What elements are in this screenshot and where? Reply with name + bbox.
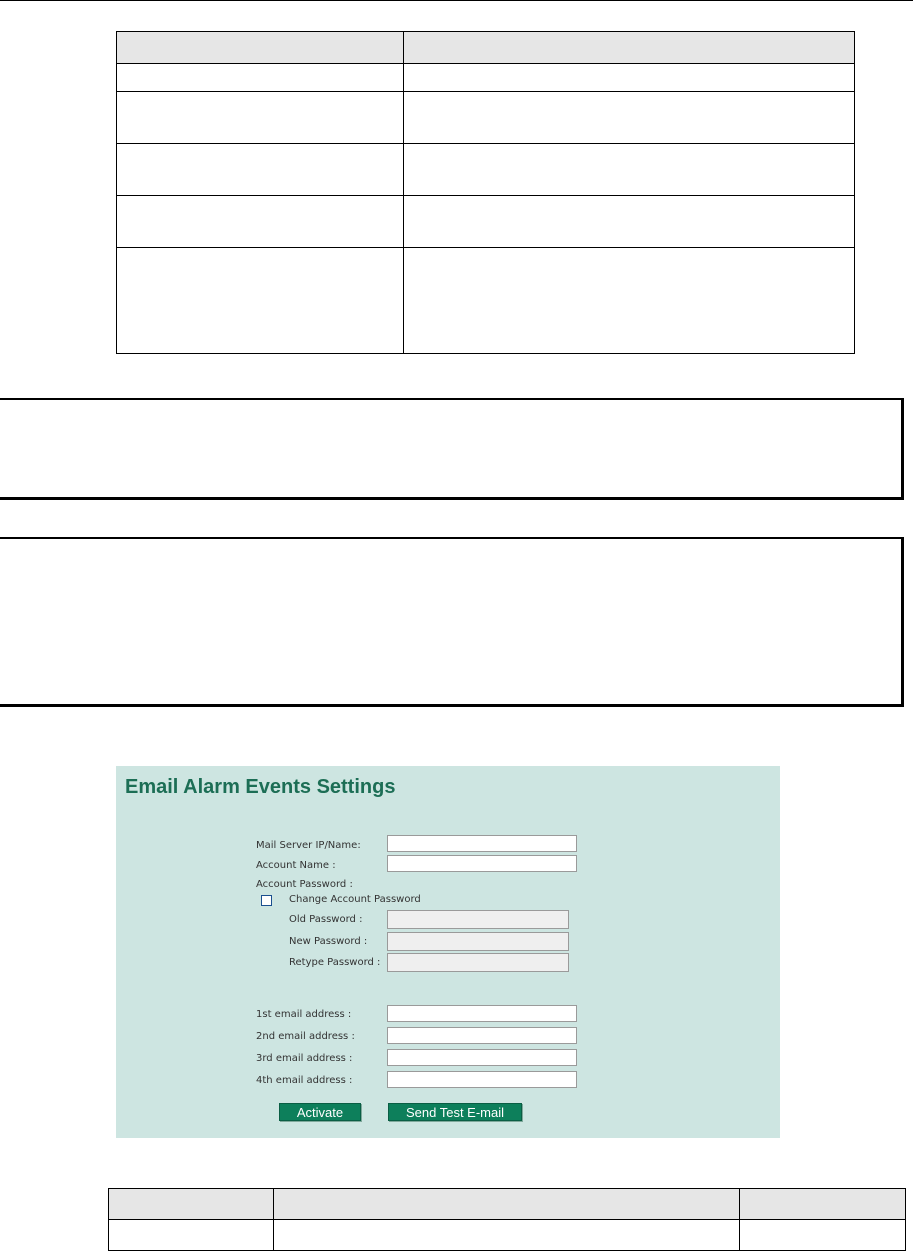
mail-server-label: Mail Server IP/Name: [256,840,361,851]
email-1-label: 1st email address : [256,1009,352,1020]
old-password-label: Old Password : [289,914,363,925]
activate-button[interactable]: Activate [279,1103,361,1121]
change-password-label: Change Account Password [289,894,421,905]
email-alarm-settings-panel [116,766,780,1138]
table-row [117,144,855,196]
table-cell [404,64,855,92]
email-2-label: 2nd email address : [256,1031,355,1042]
table-cell [117,196,404,248]
table-row [117,64,855,92]
retype-password-input[interactable] [387,953,569,972]
table-cell [274,1220,740,1251]
retype-password-label: Retype Password : [289,957,381,968]
table-cell [117,92,404,144]
send-test-email-button[interactable]: Send Test E-mail [388,1103,522,1121]
email-3-input[interactable] [387,1049,577,1066]
table-row [117,248,855,354]
table-header-cell [117,32,404,64]
page-top-rule [0,0,913,1]
table-header-cell [109,1189,274,1220]
table-header-cell [404,32,855,64]
new-password-label: New Password : [289,936,368,947]
table-header-cell [274,1189,740,1220]
email-4-label: 4th email address : [256,1075,353,1086]
attention-box [0,537,904,707]
change-password-checkbox[interactable] [261,895,272,906]
settings-table [116,31,855,354]
table-cell [117,64,404,92]
email-4-input[interactable] [387,1071,577,1088]
settings-description-table [108,1188,906,1251]
table-cell [404,92,855,144]
table-cell [404,196,855,248]
account-name-input[interactable] [387,855,577,872]
table-header-cell [740,1189,906,1220]
new-password-input[interactable] [387,932,569,951]
note-box [0,398,904,500]
table-row [117,92,855,144]
account-name-label: Account Name : [256,860,336,871]
email-2-input[interactable] [387,1027,577,1044]
table-cell [117,144,404,196]
table-cell [117,248,404,354]
table-row [109,1220,906,1251]
panel-title: Email Alarm Events Settings [125,776,396,798]
table-cell [109,1220,274,1251]
table-row [117,196,855,248]
table-header-row [117,32,855,64]
old-password-input[interactable] [387,910,569,929]
account-password-label: Account Password : [256,879,353,890]
table-cell [404,248,855,354]
table-header-row [109,1189,906,1220]
email-1-input[interactable] [387,1005,577,1022]
table-cell [404,144,855,196]
email-3-label: 3rd email address : [256,1053,353,1064]
mail-server-input[interactable] [387,835,577,852]
table-cell [740,1220,906,1251]
